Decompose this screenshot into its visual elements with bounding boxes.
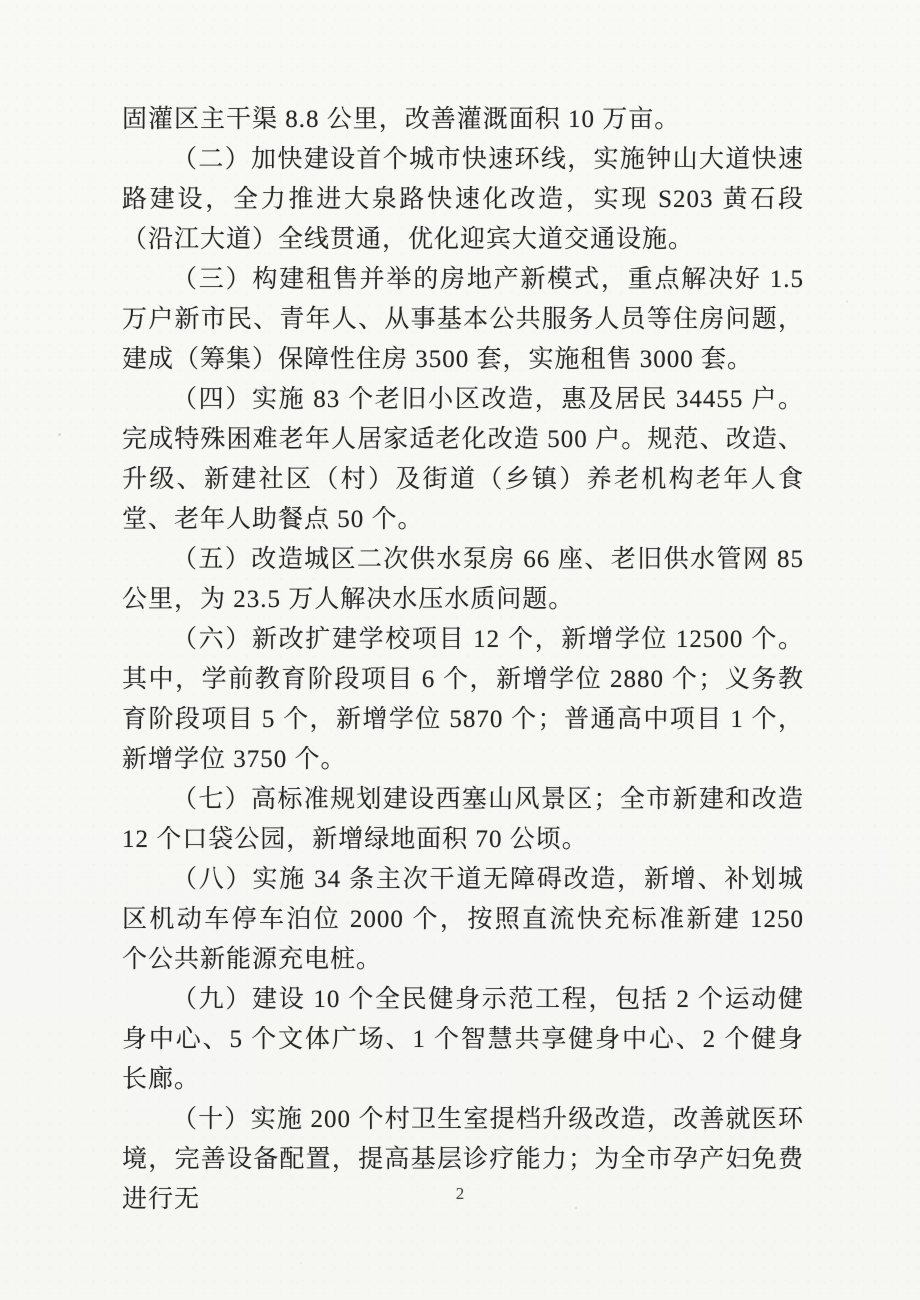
- scan-speck: [846, 300, 848, 303]
- document-body: [122, 100, 804, 1220]
- paragraph: （三）构建租售并举的房地产新模式，重点解决好 1.5 万户新市民、青年人、从事基本公共服务人员等住房问题，建成（筹集）保障性住房 3500 套，实施租售 3000 套。: [122, 266, 804, 373]
- paragraph: （二）加快建设首个城市快速环线，实施钟山大道快速路建设，全力推进大泉路快速化改造，实现 S203 黄石段（沿江大道）全线贯通，优化迎宾大道交通设施。: [122, 146, 804, 253]
- scan-speck: [58, 433, 61, 436]
- paragraph: （五）改造城区二次供水泵房 66 座、老旧供水管网 85 公里，为 23.5 万人解决水压水质问题。: [122, 546, 804, 613]
- paragraph: 固灌区主干渠 8.8 公里，改善灌溉面积 10 万亩。: [122, 106, 681, 133]
- paragraph: （四）实施 83 个老旧小区改造，惠及居民 34455 户。完成特殊困难老年人居家适老化改造 500 户。规范、改造、升级、新建社区（村）及街道（乡镇）养老机构老年人食堂、老年人助餐点 50 个。: [122, 386, 804, 533]
- paragraph: （十）实施 200 个村卫生室提档升级改造，改善就医环境，完善设备配置，提高基层诊疗能力；为全市孕产妇免费进行无: [122, 1106, 804, 1213]
- paragraph: （七）高标准规划建设西塞山风景区；全市新建和改造 12 个口袋公园，新增绿地面积 70 公顷。: [122, 786, 804, 853]
- paragraph: （八）实施 34 条主次干道无障碍改造，新增、补划城区机动车停车泊位 2000 个，按照直流快充标准新建 1250 个公共新能源充电桩。: [122, 866, 804, 973]
- paragraph: （六）新改扩建学校项目 12 个，新增学位 12500 个。其中，学前教育阶段项目 6 个，新增学位 2880 个；义务教育阶段项目 5 个，新增学位 5870 个；普通高中项目 1 个，新增学位 3750 个。: [122, 626, 804, 773]
- paragraph: （九）建设 10 个全民健身示范工程，包括 2 个运动健身中心、5 个文体广场、1 个智慧共享健身中心、2 个健身长廊。: [122, 986, 804, 1093]
- scan-speck: [300, 1262, 302, 1264]
- scan-speck: [575, 1207, 577, 1209]
- page-number: 2: [455, 1184, 465, 1203]
